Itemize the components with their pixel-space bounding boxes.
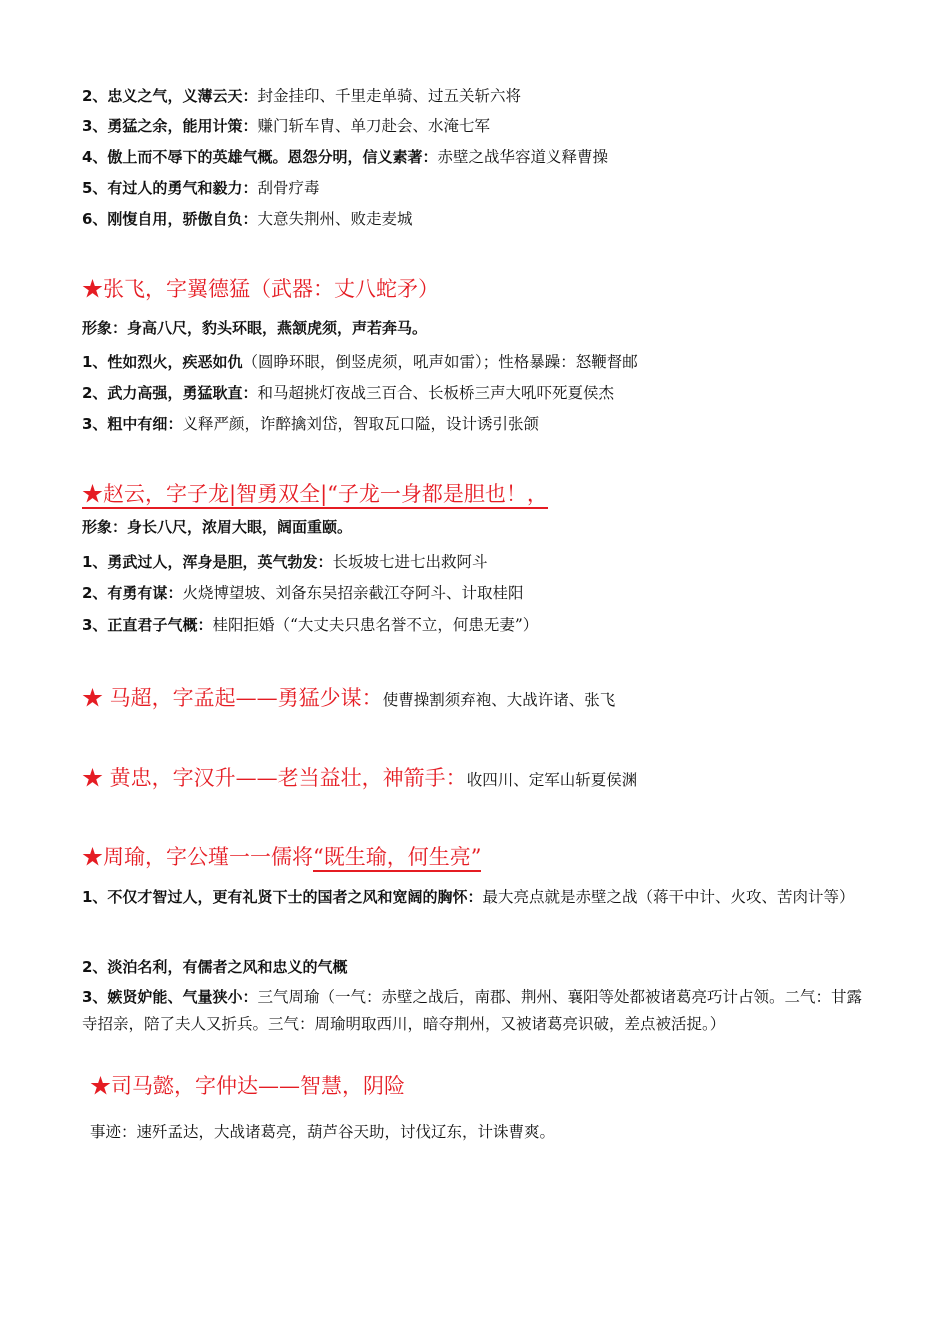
- heading-name: ★赵云，字子龙: [82, 482, 229, 509]
- trait-label: 2、有勇有谋：: [82, 584, 183, 602]
- trait-text: 大意失荆州、败走麦城: [257, 210, 413, 228]
- trait-label: 2、武力高强，勇猛耿直：: [82, 384, 258, 402]
- heading-title: ★周瑜，字公瑾一一儒将: [82, 845, 313, 869]
- trait-label: 1、不仅才智过人，更有礼贤下士的国者之风和宽阔的胸怀：: [82, 888, 483, 906]
- trait-text: 封金挂印、千里走单骑、过五关斩六将: [257, 87, 521, 105]
- heading-trait: 智勇双全: [236, 482, 320, 509]
- zhangfei-trait: [82, 352, 638, 372]
- heading-deeds: 收四川、定军山斩夏侯渊: [466, 771, 638, 789]
- heading-quote: “子龙一身都是胆也！，: [327, 482, 548, 509]
- guanyu-trait: [82, 209, 412, 229]
- zhaoyun-trait: [82, 583, 523, 603]
- trait-text: 和马超挑灯夜战三百合、长板桥三声大吼吓死夏侯杰: [257, 384, 614, 402]
- trait-label: 3、正直君子气概：: [82, 616, 213, 634]
- heading-machao: [82, 684, 615, 714]
- heading-zhouyu: [82, 843, 481, 871]
- trait-label: 3、勇猛之余，能用计策：: [82, 117, 258, 135]
- trait-text: 义释严颜，诈醉擒刘岱，智取瓦口隘，设计诱引张颌: [182, 415, 539, 433]
- trait-text: 赚门斩车胄、单刀赴会、水淹七军: [257, 117, 490, 135]
- trait-label: 5、有过人的勇气和毅力：: [82, 179, 258, 197]
- trait-text: 赤壁之战华容道义释曹操: [437, 148, 608, 166]
- trait-text: 火烧博望坡、刘备东吴招亲截江夺阿斗、计取桂阳: [182, 584, 524, 602]
- heading-deeds: 使曹操割须弃袍、大战许诸、张飞: [382, 691, 616, 709]
- zhangfei-image: 形象：身高八尺，豹头环眼，燕颔虎须，声若奔马。: [82, 319, 428, 337]
- heading-huangzhong: [82, 764, 637, 794]
- guanyu-trait: [82, 116, 490, 136]
- trait-text: 刮骨疗毒: [257, 179, 320, 197]
- trait-text: （圆睁环眼，倒竖虎须，吼声如雷）；性格暴躁：怒鞭督邮: [242, 353, 638, 371]
- trait-label: 1、性如烈火，疾恶如仇: [82, 353, 243, 371]
- trait-label: 2、忠义之气，义薄云天：: [82, 87, 258, 105]
- zhaoyun-image: 形象：身长八尺，浓眉大眼，阔面重颐。: [82, 518, 353, 536]
- zhouyu-trait: 2、淡泊名利，有儒者之风和忠义的气概: [82, 958, 348, 976]
- heading-separator: |: [320, 482, 327, 509]
- zhouyu-trait: [82, 884, 862, 911]
- simayi-deeds: 事迹：速歼孟达，大战诸葛亮，葫芦谷天助，讨伐辽东，计诛曹爽。: [90, 1123, 556, 1141]
- heading-simayi: ★司马懿，字仲达——智慧，阴险: [90, 1074, 405, 1098]
- zhangfei-trait: [82, 383, 614, 403]
- trait-label: 3、嫉贤妒能、气量狭小：: [82, 988, 258, 1006]
- trait-label: 6、刚愎自用，骄傲自负：: [82, 210, 258, 228]
- trait-label: 4、傲上而不辱下的英雄气概。恩怨分明，信义素著：: [82, 148, 438, 166]
- trait-text: 三气周瑜（一气：赤壁之战后，南郡、荆州、襄阳等处都被诸葛亮巧计占领。二气：甘露寺招亲，陪了夫人又折兵。三气：周瑜明取西川，暗夺荆州，又被诸葛亮识破，差点被活捉。）: [82, 988, 862, 1033]
- zhouyu-trait: [82, 984, 862, 1038]
- guanyu-trait: [82, 147, 608, 167]
- trait-text: 长坂坡七进七出救阿斗: [332, 553, 488, 571]
- zhangfei-trait: [82, 414, 539, 434]
- heading-zhangfei: ★张飞，字翼德猛（武器：丈八蛇矛）: [82, 277, 439, 301]
- trait-label: 1、勇武过人，浑身是胆，英气勃发：: [82, 553, 333, 571]
- heading-zhaoyun: [82, 480, 548, 508]
- heading-quote: “既生瑜，何生亮”: [313, 845, 481, 872]
- guanyu-trait: [82, 86, 521, 106]
- heading-title: ★ 马超，字孟起——勇猛少谋：: [82, 686, 383, 710]
- heading-title: ★ 黄忠，字汉升——老当益壮，神箭手：: [82, 766, 467, 790]
- trait-label: 3、粗中有细：: [82, 415, 183, 433]
- guanyu-trait: [82, 178, 319, 198]
- heading-separator: |: [229, 482, 236, 509]
- trait-text: 桂阳拒婚（“大丈夫只患名誉不立，何患无妻”）: [212, 616, 539, 634]
- trait-text: 最大亮点就是赤壁之战（蒋干中计、火攻、苦肉计等）: [482, 888, 855, 906]
- zhaoyun-trait: [82, 615, 538, 635]
- zhaoyun-trait: [82, 552, 487, 572]
